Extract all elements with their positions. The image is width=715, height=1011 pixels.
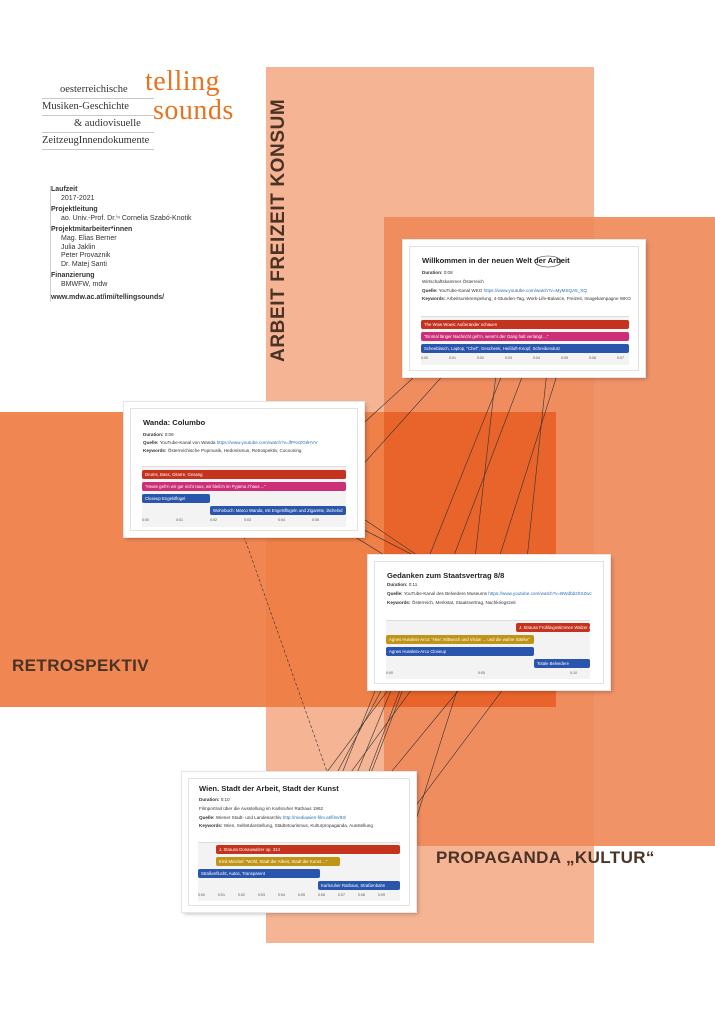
tick: 0:05	[298, 893, 305, 897]
tick: 0:03	[505, 356, 512, 360]
timeline-bar-visual-2[interactable]: Wohnbuch: Marco Wanda, mit Engelsflügeln und Zigarette, lächelnd	[210, 506, 346, 515]
timeline-bar-visual[interactable]: Scheeblasch, Laptop, "Chef", Geschenk, Heißluft-Knopf, Schreibendutz	[421, 344, 629, 353]
tick: 0:02	[477, 356, 484, 360]
duration-line	[199, 797, 230, 802]
keywords-label: Keywords:	[143, 448, 167, 453]
tick: 0:09	[378, 893, 385, 897]
tick: 0:07	[617, 356, 624, 360]
timeline-bar-music[interactable]: The Wow Wows: Außerander schauen	[421, 320, 629, 329]
keywords-value: Wien, Selbstdarstellung, Städtetourismus, Kulturpropaganda, Ausstellung	[223, 823, 373, 828]
tick: 0:03	[258, 893, 265, 897]
timeline-bar-visual-1[interactable]: Closeup Engelsflügel	[142, 494, 210, 503]
tick: 0:00	[142, 518, 149, 522]
leitung-heading: Projektleitung	[51, 206, 98, 214]
mitarbeiter-2: Julia Jaklin	[61, 243, 96, 251]
mitarbeiter-heading: Projektmitarbeiter*innen	[51, 226, 133, 234]
tick: 0:07	[338, 893, 345, 897]
logo-telling: telling	[145, 66, 221, 97]
mitarbeiter-3: Peter Provaznik	[61, 252, 111, 260]
timeline-bar-speech[interactable]: Agnes Husslein-Arco: "Hier: Mittwoch und Vision ... und die wahre Stärke"	[386, 635, 534, 644]
tick: 0:10	[570, 671, 577, 675]
duration-value: 0:11	[408, 582, 418, 587]
quelle-line	[387, 591, 592, 596]
keywords-line	[199, 823, 373, 828]
keyword-circle-arbeit	[533, 255, 563, 268]
quelle-link[interactable]: http://mediawien-film.at/film/93/	[282, 815, 347, 820]
duration-line	[387, 582, 417, 587]
quelle-line	[143, 440, 318, 445]
quelle-source: YouTube-Kanal des Belvedere Museums	[403, 591, 489, 596]
timeline	[142, 466, 346, 527]
quelle-label: Quelle:	[422, 288, 438, 293]
timeline-axis	[198, 893, 400, 899]
duration-label: Duration:	[199, 797, 220, 802]
tick: 0:06	[589, 356, 596, 360]
card-title: Wien. Stadt der Arbeit, Stadt der Kunst	[199, 784, 339, 793]
card-title: Wanda: Columbo	[143, 418, 206, 427]
card-wien[interactable]	[182, 772, 416, 912]
keywords-line	[387, 600, 516, 605]
logo-line-3: & audiovisuelle	[42, 116, 154, 133]
timeline-axis	[386, 671, 590, 677]
logo-line-4: ZeitzeugInnendokumente	[42, 133, 154, 150]
tick: 0:03	[244, 518, 251, 522]
keywords-value: Österreich, Merkstat, Staatsvertrag, Nachkriegszeit	[411, 600, 516, 605]
timeline-bar-visual-2[interactable]: Totale Belvedere	[534, 659, 590, 668]
quelle-source: Wiener Stadt- und Landesarchiv	[215, 815, 283, 820]
tick: 0:02	[238, 893, 245, 897]
timeline-bar-visual-2[interactable]: Karlsruher Rathaus, Straßenbahn	[318, 881, 400, 890]
keywords-line	[422, 296, 631, 301]
project-url[interactable]: www.mdw.ac.at/imi/tellingsounds/	[51, 293, 165, 301]
card-wanda[interactable]	[124, 402, 364, 537]
label-arbeit-freizeit-konsum: ARBEIT FREIZEIT KONSUM	[268, 98, 289, 362]
tick: 0:01	[449, 356, 456, 360]
card-arbeit[interactable]	[403, 240, 645, 377]
keywords-label: Keywords:	[422, 296, 446, 301]
duration-value: 0:08	[443, 270, 453, 275]
card-subtitle: Wirtschaftskammer Österreich	[422, 279, 484, 284]
tick: 0:02	[210, 518, 217, 522]
timeline	[421, 316, 629, 365]
timeline	[198, 842, 400, 901]
tick: 0:01	[218, 893, 225, 897]
timeline-bar-music[interactable]: J. Strauss Donauwalzer op. 314	[216, 845, 400, 854]
card-staatsvertrag[interactable]	[368, 555, 610, 690]
tick: 0:05	[312, 518, 319, 522]
timeline-bar-music[interactable]: Drums, Bass, Gitarre, Gesang	[142, 470, 346, 479]
logo-line-2: Musiken-Geschichte	[42, 99, 154, 116]
timeline	[386, 620, 604, 679]
tick: 0:00	[198, 893, 205, 897]
tick: 0:00	[421, 356, 428, 360]
finanz-value: BMWFW, mdw	[61, 280, 108, 288]
duration-value: 0:10	[220, 797, 230, 802]
label-propaganda-kultur: PROPAGANDA „KULTUR“	[436, 848, 655, 867]
card-title: Gedanken zum Staatsvertrag 8/8	[387, 571, 505, 580]
duration-line	[422, 270, 453, 275]
tick: 0:05	[478, 671, 485, 675]
duration-value: 0:06	[164, 432, 174, 437]
timeline-bar-lyrics[interactable]: "Heute geh'n wir gar nicht raus, wir bleib'n im Pyjama z'haus ..."	[142, 482, 346, 491]
keywords-label: Keywords:	[199, 823, 223, 828]
mitarbeiter-1: Mag. Elias Berner	[61, 234, 117, 242]
keywords-line	[143, 448, 301, 453]
duration-label: Duration:	[143, 432, 164, 437]
keywords-value: Österreichische Popmusik, Hedonismus, Retrospektiv, Cocooning	[167, 448, 302, 453]
quelle-line	[199, 815, 346, 820]
finanz-heading: Finanzierung	[51, 272, 95, 280]
quelle-source: YouTube-Kanal von Wanda	[159, 440, 217, 445]
tick: 0:08	[358, 893, 365, 897]
card-subtitle: Filmportrait über die Ausstellung im Karlsruher Rathaus 1962	[199, 806, 324, 811]
quelle-source: YouTube-Kanal WKO	[438, 288, 484, 293]
quelle-line	[422, 288, 587, 293]
timeline-bar-visual-1[interactable]: Agnes Husslein-Arco Closeup	[386, 647, 534, 656]
tick: 0:05	[561, 356, 568, 360]
duration-label: Duration:	[422, 270, 443, 275]
quelle-label: Quelle:	[387, 591, 403, 596]
laufzeit-heading: Laufzeit	[51, 186, 78, 193]
tick: 0:00	[386, 671, 393, 675]
tick: 0:04	[278, 518, 285, 522]
quelle-label: Quelle:	[143, 440, 159, 445]
timeline-axis	[421, 356, 629, 362]
logo-sounds: sounds	[153, 95, 234, 126]
timeline-bar-speech[interactable]: Emil Meichel: "Wohl, Stadt der Arbeit, Stadt der Kunst ..."	[216, 857, 340, 866]
tick: 0:06	[318, 893, 325, 897]
duration-label: Duration:	[387, 582, 408, 587]
quelle-link[interactable]: https://www.youtube.com/watch?v=lfPAVZGIlHVV	[216, 440, 318, 445]
timeline-axis	[142, 518, 346, 524]
timeline-bar-visual-1[interactable]: Straßenflucht, Autos, Transparent	[198, 869, 320, 878]
timeline-bar-music[interactable]: J. Strauss Frühlingsstimmen Walzer op. 410	[516, 623, 590, 632]
keywords-label: Keywords:	[387, 600, 411, 605]
mitarbeiter-4: Dr. Matej Santi	[61, 260, 107, 268]
leitung-value: ao. Univ.-Prof. Dr.ⁱⁿ Cornelia Szabó-Knotik	[61, 214, 192, 222]
tick: 0:01	[176, 518, 183, 522]
duration-line	[143, 432, 174, 437]
timeline-bar-lyrics[interactable]: "Einmal länger Nachricht geh'n, wenn's der Gang halt verlangt ..."	[421, 332, 629, 341]
tick: 0:04	[278, 893, 285, 897]
label-retrospektiv: RETROSPEKTIV	[12, 656, 150, 675]
laufzeit-value: 2017-2021	[61, 194, 95, 202]
quelle-label: Quelle:	[199, 815, 215, 820]
quelle-link[interactable]: https://www.youtube.com/watch?v=BWdbb2hSZwc	[488, 591, 592, 596]
tick: 0:04	[533, 356, 540, 360]
card-title: Willkommen in der neuen Welt der Arbeit	[422, 256, 570, 265]
keywords-value: Arbeitsumkrempelung, 4-Stunden-Tag, Work-Life-Balance, Freizeit, Imagekampagne WKO	[446, 296, 631, 301]
logo-line-1: oesterreichische	[42, 82, 154, 99]
quelle-link[interactable]: https://www.youtube.com/watch?v=MyMSQA5_XQ	[483, 288, 587, 293]
